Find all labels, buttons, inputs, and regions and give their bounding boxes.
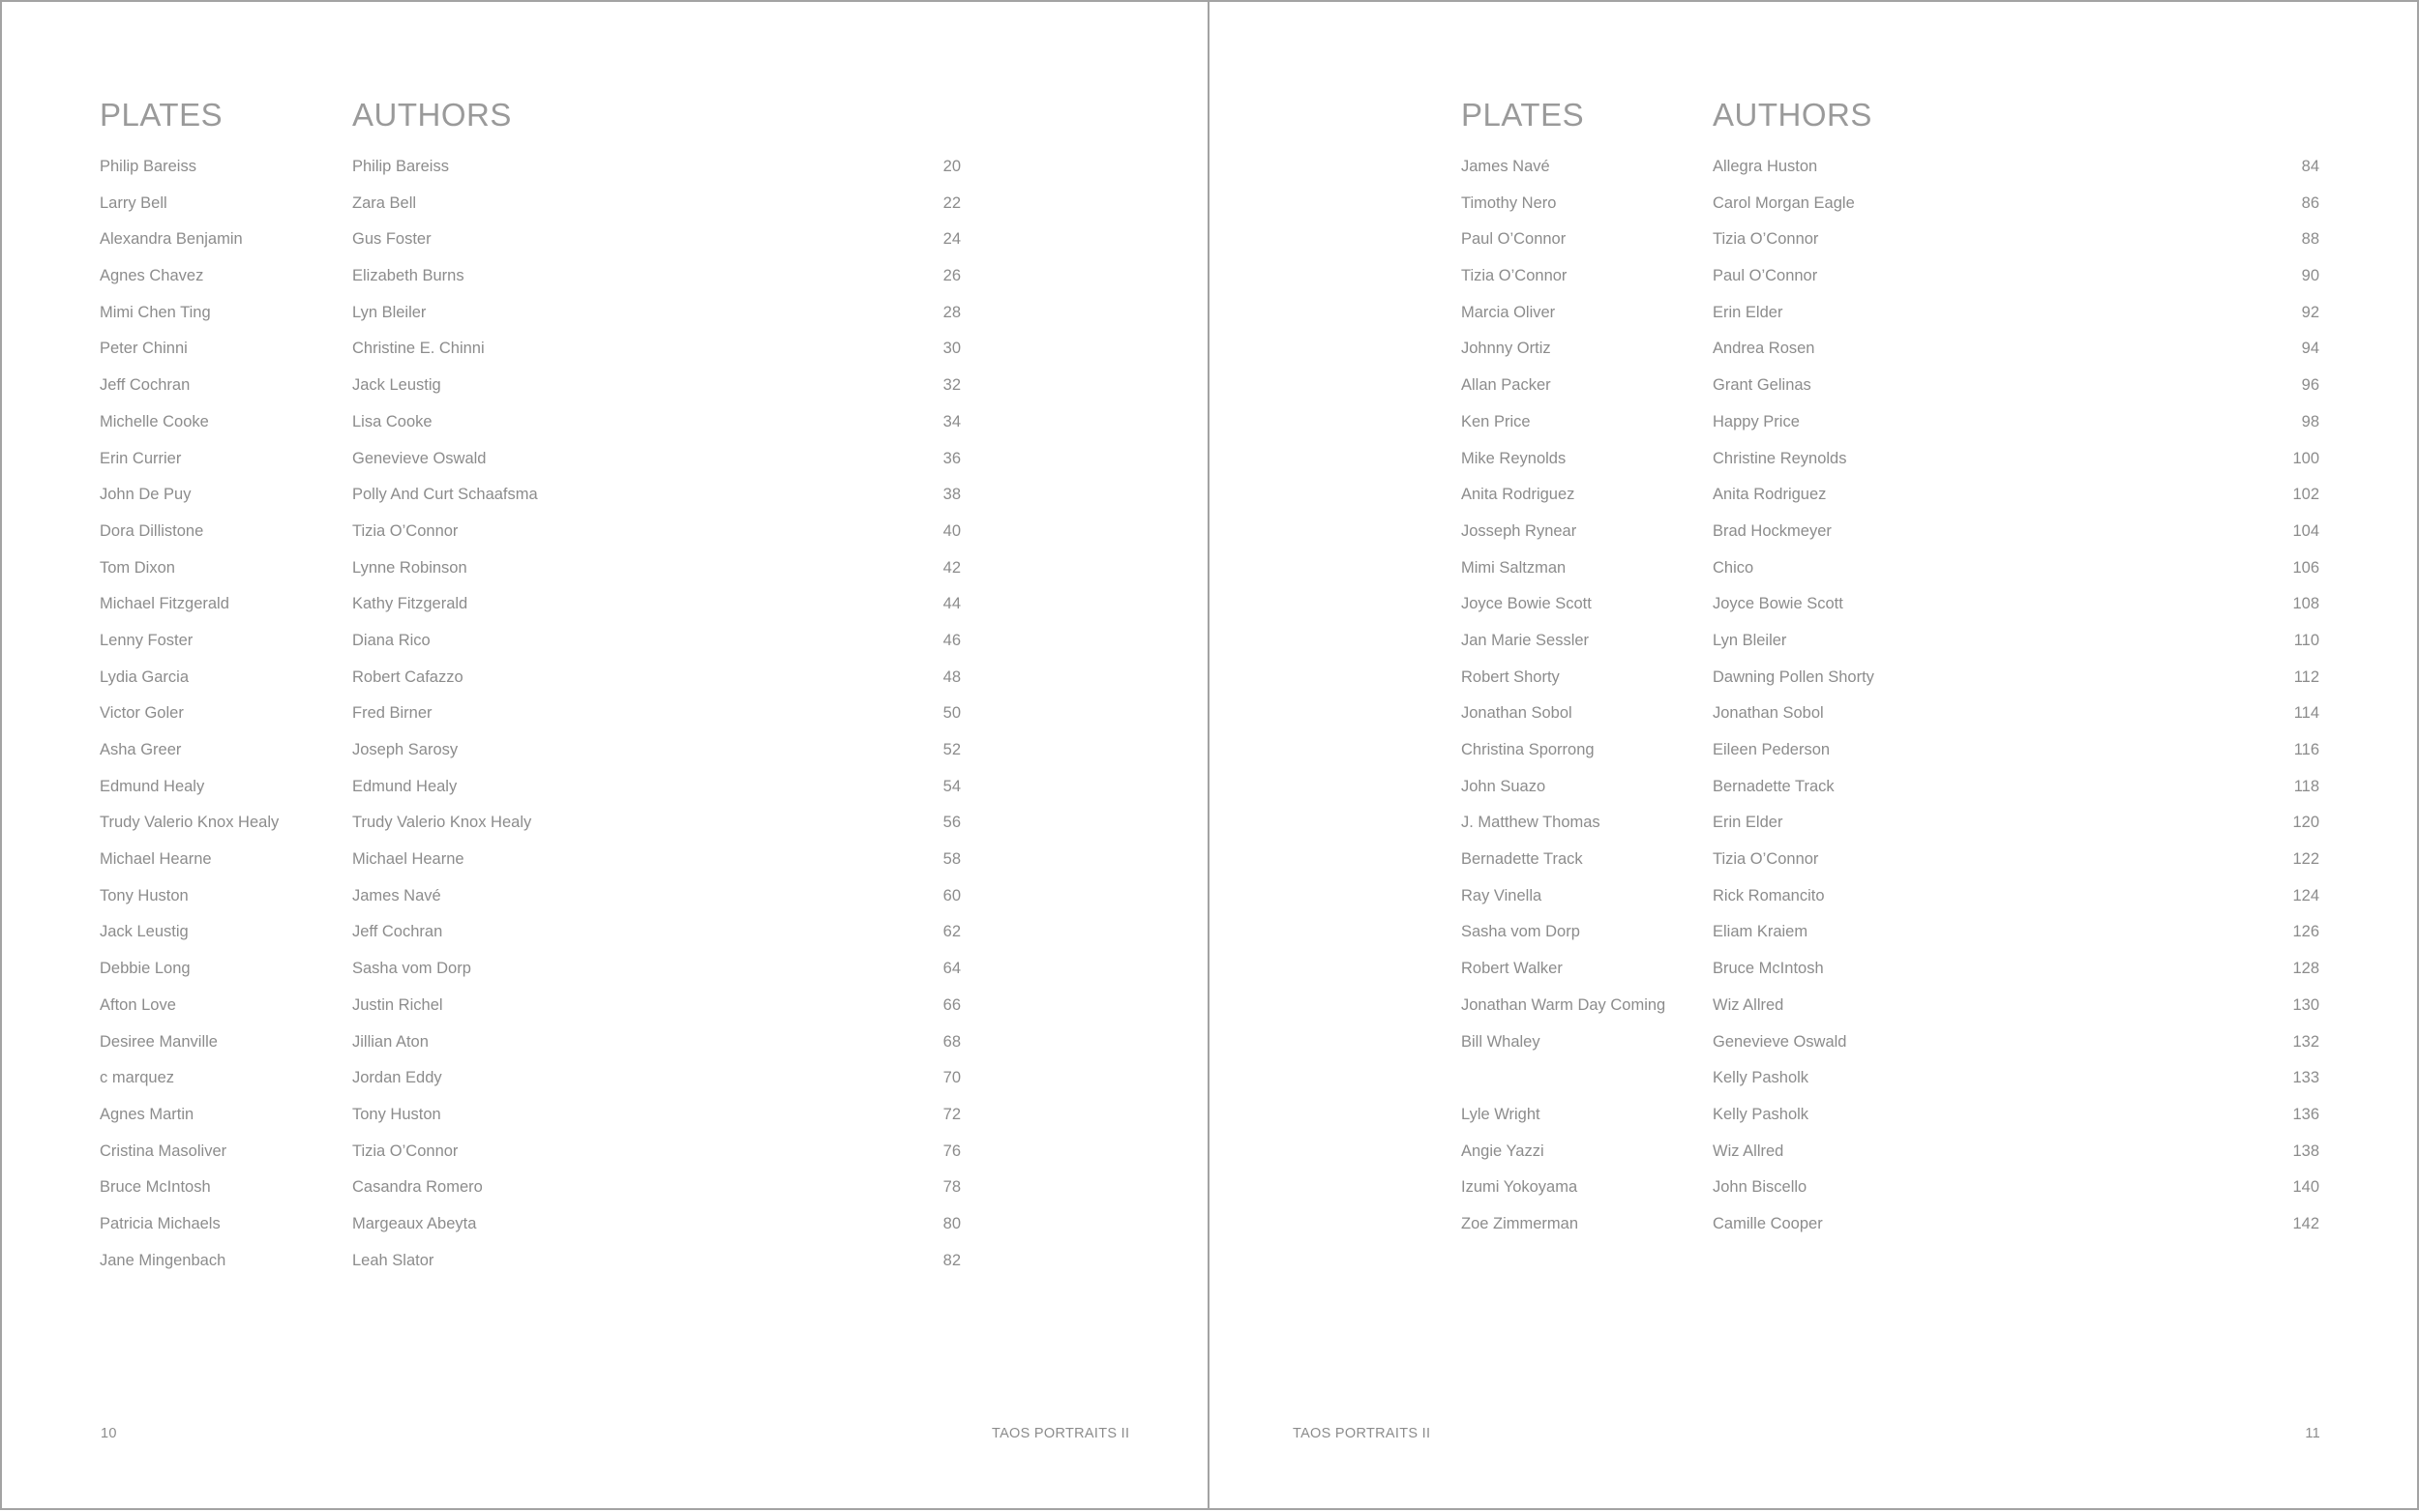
plate-name: Allan Packer bbox=[1461, 376, 1551, 395]
author-name: Casandra Romero bbox=[352, 1178, 483, 1197]
author-name: Tizia O’Connor bbox=[352, 1141, 459, 1160]
author-name: Kelly Pasholk bbox=[1713, 1069, 1809, 1087]
contents-row bbox=[100, 441, 961, 478]
author-name: Bruce McIntosh bbox=[1713, 960, 1824, 978]
plate-name: Bill Whaley bbox=[1461, 1032, 1540, 1051]
plate-name: Mimi Saltzman bbox=[1461, 558, 1567, 577]
page-reference: 40 bbox=[942, 521, 961, 540]
page-reference: 102 bbox=[2292, 486, 2319, 504]
author-name: Zara Bell bbox=[352, 193, 417, 212]
page-reference: 86 bbox=[2301, 193, 2319, 212]
plate-name: Agnes Chavez bbox=[100, 267, 204, 285]
plate-name: Jeff Cochran bbox=[100, 376, 191, 395]
contents-row bbox=[1461, 988, 2319, 1024]
contents-row bbox=[100, 732, 961, 769]
page-reference: 130 bbox=[2292, 995, 2319, 1014]
page-reference: 136 bbox=[2292, 1105, 2319, 1123]
author-name: Edmund Healy bbox=[352, 777, 458, 795]
plate-name: James Navé bbox=[1461, 158, 1550, 175]
contents-row bbox=[100, 258, 961, 295]
plate-name: Philip Bareiss bbox=[100, 158, 196, 175]
page-reference: 80 bbox=[942, 1214, 961, 1232]
author-name: Wiz Allred bbox=[1713, 995, 1784, 1014]
author-name: Andrea Rosen bbox=[1713, 340, 1815, 358]
page-reference: 124 bbox=[2292, 886, 2319, 904]
author-name: Jordan Eddy bbox=[352, 1069, 442, 1087]
author-name: Christine Reynolds bbox=[1713, 449, 1847, 467]
author-name: Tony Huston bbox=[352, 1105, 441, 1123]
page-reference: 20 bbox=[942, 158, 961, 175]
author-name: Jillian Aton bbox=[352, 1032, 429, 1051]
contents-row bbox=[1461, 1134, 2319, 1171]
plate-name: Timothy Nero bbox=[1461, 193, 1557, 212]
page-reference: 36 bbox=[942, 449, 961, 467]
author-name: Camille Cooper bbox=[1713, 1214, 1823, 1232]
contents-row bbox=[1461, 368, 2319, 404]
page-reference: 126 bbox=[2292, 923, 2319, 941]
page-reference: 112 bbox=[2293, 667, 2319, 686]
author-name: Tizia O’Connor bbox=[352, 521, 459, 540]
page-reference: 120 bbox=[2292, 814, 2319, 832]
author-name: Happy Price bbox=[1713, 412, 1800, 430]
contents-row bbox=[1461, 404, 2319, 441]
author-name: Gus Foster bbox=[352, 230, 432, 249]
author-name: Robert Cafazzo bbox=[352, 667, 463, 686]
contents-row bbox=[100, 660, 961, 697]
page-reference: 48 bbox=[942, 667, 961, 686]
contents-row bbox=[1461, 331, 2319, 368]
page-reference: 72 bbox=[942, 1105, 961, 1123]
plate-name: Agnes Martin bbox=[100, 1105, 194, 1123]
plate-name: Zoe Zimmerman bbox=[1461, 1214, 1579, 1232]
author-name: Jack Leustig bbox=[352, 376, 441, 395]
plate-name: Edmund Healy bbox=[100, 777, 205, 795]
contents-row bbox=[1461, 660, 2319, 697]
plate-name: Cristina Masoliver bbox=[100, 1141, 227, 1160]
page-reference: 118 bbox=[2293, 777, 2319, 795]
page-reference: 94 bbox=[2301, 340, 2319, 358]
author-name: Brad Hockmeyer bbox=[1713, 521, 1832, 540]
page-reference: 38 bbox=[942, 486, 961, 504]
running-footer-title: TAOS PORTRAITS II bbox=[1293, 1426, 1431, 1441]
contents-row bbox=[100, 477, 961, 514]
contents-row bbox=[100, 696, 961, 732]
plate-name: Lenny Foster bbox=[100, 631, 194, 649]
contents-row bbox=[1461, 477, 2319, 514]
plate-name: Ken Price bbox=[1461, 412, 1531, 430]
page-reference: 128 bbox=[2292, 960, 2319, 978]
page-reference: 30 bbox=[942, 340, 961, 358]
page-reference: 44 bbox=[942, 595, 961, 613]
author-name: Grant Gelinas bbox=[1713, 376, 1811, 395]
author-name: Michael Hearne bbox=[352, 850, 464, 869]
contents-row bbox=[1461, 1097, 2319, 1134]
page-reference: 140 bbox=[2292, 1178, 2319, 1197]
author-name: Joyce Bowie Scott bbox=[1713, 595, 1843, 613]
contents-row bbox=[1461, 1024, 2319, 1061]
page-reference: 60 bbox=[942, 886, 961, 904]
plate-name: Sasha vom Dorp bbox=[1461, 923, 1580, 941]
author-name: Lynne Robinson bbox=[352, 558, 467, 577]
contents-row bbox=[1461, 295, 2319, 332]
plate-name: Mike Reynolds bbox=[1461, 449, 1567, 467]
author-name: Joseph Sarosy bbox=[352, 741, 459, 758]
plate-name: Afton Love bbox=[100, 995, 176, 1014]
plate-name: Jack Leustig bbox=[100, 923, 189, 941]
page-reference: 34 bbox=[942, 412, 961, 430]
page-reference: 68 bbox=[942, 1032, 961, 1051]
page-reference: 110 bbox=[2293, 631, 2319, 649]
author-name: Elizabeth Burns bbox=[352, 267, 464, 285]
page-reference: 42 bbox=[942, 558, 961, 577]
contents-row bbox=[100, 368, 961, 404]
author-name: Christine E. Chinni bbox=[352, 340, 485, 358]
plate-name: Jan Marie Sessler bbox=[1461, 631, 1590, 649]
contents-row bbox=[1461, 514, 2319, 550]
contents-list bbox=[100, 149, 961, 1279]
contents-row bbox=[100, 331, 961, 368]
contents-row bbox=[100, 1170, 961, 1206]
contents-row bbox=[100, 550, 961, 587]
plate-name: Tony Huston bbox=[100, 886, 189, 904]
page-number: 10 bbox=[101, 1426, 117, 1441]
contents-row bbox=[100, 222, 961, 258]
contents-row bbox=[1461, 222, 2319, 258]
page-reference: 26 bbox=[942, 267, 961, 285]
plate-name: Jane Mingenbach bbox=[100, 1251, 226, 1269]
page-reference: 70 bbox=[942, 1069, 961, 1087]
plate-name: Alexandra Benjamin bbox=[100, 230, 243, 249]
page-reference: 114 bbox=[2293, 704, 2319, 723]
page-reference: 52 bbox=[942, 741, 961, 758]
contents-row bbox=[100, 1243, 961, 1280]
contents-row bbox=[100, 404, 961, 441]
plate-name: John De Puy bbox=[100, 486, 192, 504]
contents-row bbox=[1461, 1060, 2319, 1097]
author-name: Trudy Valerio Knox Healy bbox=[352, 814, 532, 832]
page-reference: 138 bbox=[2292, 1141, 2319, 1160]
author-name: Erin Elder bbox=[1713, 814, 1783, 832]
plate-name: Jonathan Warm Day Coming bbox=[1461, 995, 1666, 1014]
author-name: Diana Rico bbox=[352, 631, 431, 649]
page-reference: 56 bbox=[942, 814, 961, 832]
author-name: Justin Richel bbox=[352, 995, 443, 1014]
contents-row bbox=[100, 623, 961, 660]
plate-name: Lydia Garcia bbox=[100, 667, 190, 686]
plate-name: Bernadette Track bbox=[1461, 850, 1583, 869]
plate-name: Larry Bell bbox=[100, 193, 167, 212]
contents-row bbox=[100, 186, 961, 222]
plate-name: Josseph Rynear bbox=[1461, 521, 1577, 540]
author-name: Margeaux Abeyta bbox=[352, 1214, 477, 1232]
author-name: Carol Morgan Eagle bbox=[1713, 193, 1855, 212]
contents-row bbox=[100, 842, 961, 878]
plate-name: Patricia Michaels bbox=[100, 1214, 221, 1232]
page-reference: 133 bbox=[2292, 1069, 2319, 1087]
plate-name: Desiree Manville bbox=[100, 1032, 218, 1051]
page-reference: 92 bbox=[2301, 303, 2319, 321]
author-name: Rick Romancito bbox=[1713, 886, 1825, 904]
plate-name: Anita Rodriguez bbox=[1461, 486, 1575, 504]
author-name: Anita Rodriguez bbox=[1713, 486, 1827, 504]
page-reference: 84 bbox=[2301, 158, 2319, 175]
author-name: Polly And Curt Schaafsma bbox=[352, 486, 538, 504]
plate-name: Bruce McIntosh bbox=[100, 1178, 211, 1197]
author-name: Kathy Fitzgerald bbox=[352, 595, 468, 613]
contents-row bbox=[1461, 623, 2319, 660]
author-name: Eliam Kraiem bbox=[1713, 923, 1808, 941]
author-name: Jeff Cochran bbox=[352, 923, 443, 941]
plate-name: Lyle Wright bbox=[1461, 1105, 1540, 1123]
plate-name: Mimi Chen Ting bbox=[100, 303, 211, 321]
plate-name: Trudy Valerio Knox Healy bbox=[100, 814, 280, 832]
author-name: Leah Slator bbox=[352, 1251, 434, 1269]
contents-row bbox=[1461, 914, 2319, 951]
contents-row bbox=[100, 1097, 961, 1134]
plate-name: Robert Shorty bbox=[1461, 667, 1560, 686]
page-reference: 142 bbox=[2292, 1214, 2319, 1232]
contents-row bbox=[1461, 878, 2319, 915]
contents-row bbox=[1461, 186, 2319, 222]
page-reference: 64 bbox=[942, 960, 961, 978]
page-reference: 24 bbox=[942, 230, 961, 249]
plate-name: Tom Dixon bbox=[100, 558, 175, 577]
page-reference: 108 bbox=[2292, 595, 2319, 613]
plate-name: Michael Fitzgerald bbox=[100, 595, 229, 613]
author-name: Erin Elder bbox=[1713, 303, 1783, 321]
contents-row bbox=[1461, 550, 2319, 587]
plate-name: Robert Walker bbox=[1461, 960, 1563, 978]
plate-name: Asha Greer bbox=[100, 741, 182, 758]
page-reference: 90 bbox=[2301, 267, 2319, 285]
page-reference: 50 bbox=[942, 704, 961, 723]
plate-name: Erin Currier bbox=[100, 449, 182, 467]
plate-name: Joyce Bowie Scott bbox=[1461, 595, 1592, 613]
authors-heading: AUTHORS bbox=[352, 97, 512, 133]
contents-row bbox=[100, 914, 961, 951]
contents-row bbox=[1461, 951, 2319, 988]
page-reference: 100 bbox=[2292, 449, 2319, 467]
author-name: Tizia O’Connor bbox=[1713, 230, 1819, 249]
contents-row bbox=[100, 1060, 961, 1097]
plate-name: Ray Vinella bbox=[1461, 886, 1542, 904]
author-name: Genevieve Oswald bbox=[352, 449, 487, 467]
contents-row bbox=[100, 1206, 961, 1243]
plates-heading: PLATES bbox=[1461, 97, 1585, 133]
contents-row bbox=[1461, 1206, 2319, 1243]
plate-name: Tizia O’Connor bbox=[1461, 267, 1568, 285]
plate-name: John Suazo bbox=[1461, 777, 1546, 795]
plate-name: Peter Chinni bbox=[100, 340, 188, 358]
plate-name: Izumi Yokoyama bbox=[1461, 1178, 1578, 1197]
contents-row bbox=[100, 805, 961, 842]
contents-row bbox=[1461, 805, 2319, 842]
page-reference: 104 bbox=[2292, 521, 2319, 540]
author-name: Lyn Bleiler bbox=[1713, 631, 1787, 649]
page-reference: 106 bbox=[2292, 558, 2319, 577]
page-reference: 22 bbox=[942, 193, 961, 212]
contents-row bbox=[1461, 769, 2319, 806]
page-reference: 116 bbox=[2293, 741, 2319, 758]
running-footer-title: TAOS PORTRAITS II bbox=[992, 1426, 1130, 1441]
author-name: Jonathan Sobol bbox=[1713, 704, 1824, 723]
plates-heading: PLATES bbox=[100, 97, 224, 133]
author-name: Chico bbox=[1713, 558, 1754, 577]
author-name: Dawning Pollen Shorty bbox=[1713, 667, 1874, 686]
contents-row bbox=[100, 586, 961, 623]
page-number: 11 bbox=[2305, 1426, 2320, 1441]
plate-name: Michelle Cooke bbox=[100, 412, 209, 430]
author-name: Philip Bareiss bbox=[352, 158, 449, 175]
author-name: Kelly Pasholk bbox=[1713, 1105, 1809, 1123]
plate-name: Debbie Long bbox=[100, 960, 191, 978]
contents-row bbox=[1461, 149, 2319, 186]
contents-list bbox=[1461, 149, 2319, 1243]
contents-row bbox=[1461, 1170, 2319, 1206]
page-reference: 54 bbox=[942, 777, 961, 795]
contents-row bbox=[1461, 696, 2319, 732]
page-reference: 122 bbox=[2292, 850, 2319, 869]
author-name: Paul O’Connor bbox=[1713, 267, 1818, 285]
author-name: John Biscello bbox=[1713, 1178, 1807, 1197]
author-name: Wiz Allred bbox=[1713, 1141, 1784, 1160]
author-name: Eileen Pederson bbox=[1713, 741, 1831, 758]
plate-name: J. Matthew Thomas bbox=[1461, 814, 1600, 832]
contents-row bbox=[100, 1134, 961, 1171]
plate-name: Johnny Ortiz bbox=[1461, 340, 1551, 358]
contents-row bbox=[100, 295, 961, 332]
contents-row bbox=[1461, 258, 2319, 295]
contents-row bbox=[100, 769, 961, 806]
contents-row bbox=[100, 149, 961, 186]
author-name: Sasha vom Dorp bbox=[352, 960, 471, 978]
plate-name: Angie Yazzi bbox=[1461, 1141, 1544, 1160]
page-reference: 46 bbox=[942, 631, 961, 649]
page-reference: 78 bbox=[942, 1178, 961, 1197]
plate-name: Jonathan Sobol bbox=[1461, 704, 1572, 723]
authors-heading: AUTHORS bbox=[1713, 97, 1872, 133]
author-name: Lisa Cooke bbox=[352, 412, 433, 430]
page-reference: 82 bbox=[942, 1251, 961, 1269]
contents-row bbox=[100, 514, 961, 550]
plate-name: c marquez bbox=[100, 1069, 175, 1087]
page-reference: 96 bbox=[2301, 376, 2319, 395]
page-reference: 98 bbox=[2301, 412, 2319, 430]
author-name: Allegra Huston bbox=[1713, 158, 1818, 175]
plate-name: Victor Goler bbox=[100, 704, 184, 723]
contents-row bbox=[1461, 441, 2319, 478]
author-name: Tizia O’Connor bbox=[1713, 850, 1819, 869]
plate-name: Michael Hearne bbox=[100, 850, 212, 869]
plate-name: Paul O’Connor bbox=[1461, 230, 1567, 249]
author-name: Genevieve Oswald bbox=[1713, 1032, 1847, 1051]
plate-name: Christina Sporrong bbox=[1461, 741, 1595, 758]
contents-row bbox=[100, 878, 961, 915]
page-reference: 76 bbox=[942, 1141, 961, 1160]
page-reference: 88 bbox=[2301, 230, 2319, 249]
contents-row bbox=[100, 951, 961, 988]
page-reference: 66 bbox=[942, 995, 961, 1014]
author-name: Fred Birner bbox=[352, 704, 433, 723]
contents-row bbox=[1461, 842, 2319, 878]
page-reference: 58 bbox=[942, 850, 961, 869]
page-reference: 62 bbox=[942, 923, 961, 941]
author-name: James Navé bbox=[352, 886, 441, 904]
plate-name: Marcia Oliver bbox=[1461, 303, 1556, 321]
contents-row bbox=[100, 1024, 961, 1061]
author-name: Bernadette Track bbox=[1713, 777, 1835, 795]
contents-row bbox=[1461, 586, 2319, 623]
contents-row bbox=[1461, 732, 2319, 769]
contents-row bbox=[100, 988, 961, 1024]
author-name: Lyn Bleiler bbox=[352, 303, 427, 321]
page-reference: 132 bbox=[2292, 1032, 2319, 1051]
page-reference: 28 bbox=[942, 303, 961, 321]
page-reference: 32 bbox=[942, 376, 961, 395]
plate-name: Dora Dillistone bbox=[100, 521, 204, 540]
